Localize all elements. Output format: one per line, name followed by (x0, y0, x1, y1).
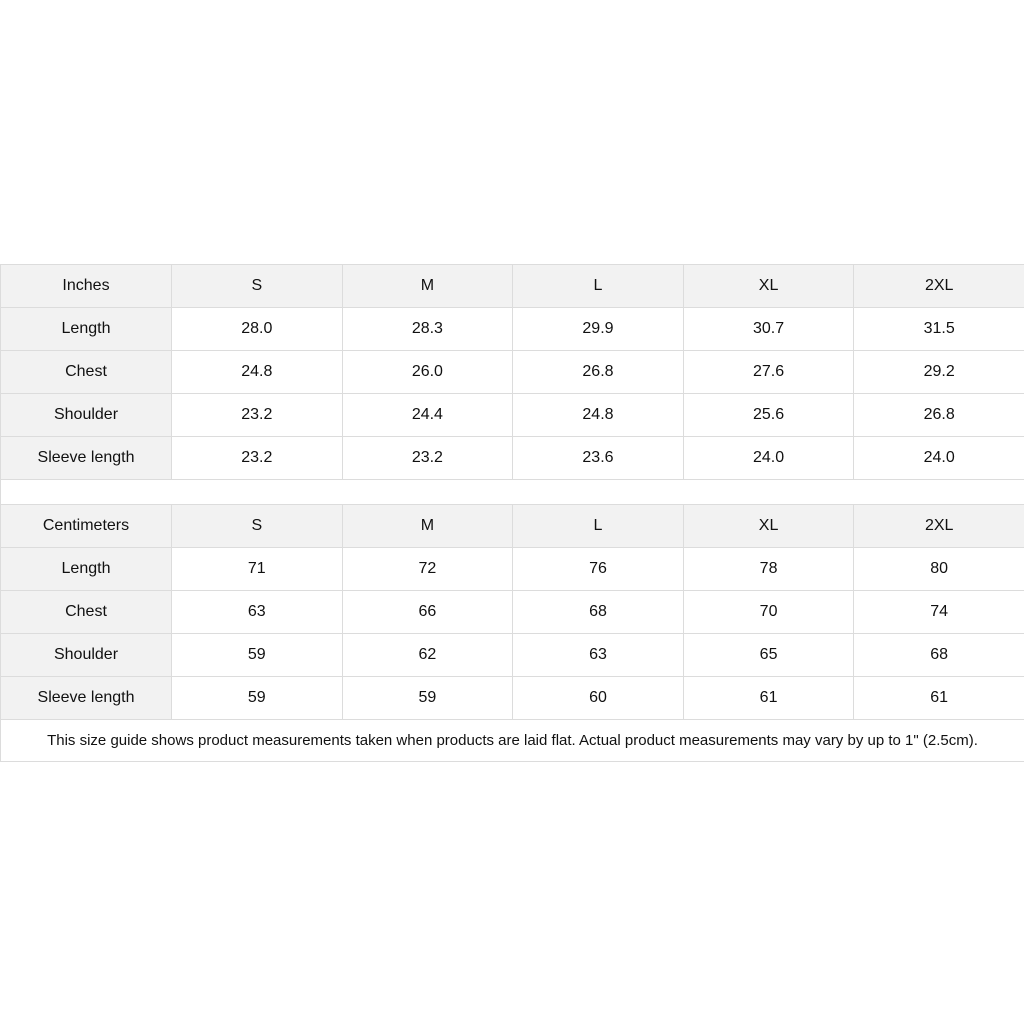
table-cell: 72 (342, 548, 513, 591)
table-row (1, 308, 1024, 351)
table-cell: 24.0 (683, 437, 854, 480)
table-spacer (1, 480, 1024, 505)
table-cell: 25.6 (683, 394, 854, 437)
table-cell: 61 (854, 677, 1024, 720)
table-row (1, 351, 1024, 394)
table-cell: 65 (683, 634, 854, 677)
table-row (1, 548, 1024, 591)
table-cell: 30.7 (683, 308, 854, 351)
table-cell: 23.2 (172, 437, 343, 480)
table-cell: 26.8 (513, 351, 684, 394)
table-cell: 59 (172, 634, 343, 677)
row-label: Chest (1, 351, 172, 394)
size-header-m: M (342, 265, 513, 308)
table-cell: 63 (513, 634, 684, 677)
table-cell: 61 (683, 677, 854, 720)
table-cell: 62 (342, 634, 513, 677)
table-cell: 27.6 (683, 351, 854, 394)
table-cell: 23.2 (172, 394, 343, 437)
table-cell: 26.8 (854, 394, 1024, 437)
row-label: Length (1, 548, 172, 591)
table-cell: 70 (683, 591, 854, 634)
size-header-xl: XL (683, 265, 854, 308)
size-header-xl: XL (683, 505, 854, 548)
inches-unit-label: Inches (1, 265, 172, 308)
table-row (1, 591, 1024, 634)
table-cell: 74 (854, 591, 1024, 634)
size-table (0, 264, 1024, 762)
inches-header-row (1, 265, 1024, 308)
size-header-2xl: 2XL (854, 505, 1024, 548)
table-cell: 24.8 (172, 351, 343, 394)
table-cell: 66 (342, 591, 513, 634)
table-cell: 63 (172, 591, 343, 634)
size-header-m: M (342, 505, 513, 548)
table-cell: 23.6 (513, 437, 684, 480)
size-header-2xl: 2XL (854, 265, 1024, 308)
table-cell: 23.2 (342, 437, 513, 480)
table-cell: 28.0 (172, 308, 343, 351)
table-cell: 24.4 (342, 394, 513, 437)
size-header-l: L (513, 265, 684, 308)
table-cell: 80 (854, 548, 1024, 591)
size-header-s: S (172, 505, 343, 548)
centimeters-header-row (1, 505, 1024, 548)
table-cell: 76 (513, 548, 684, 591)
table-cell: 29.9 (513, 308, 684, 351)
row-label: Length (1, 308, 172, 351)
table-row (1, 437, 1024, 480)
row-label: Chest (1, 591, 172, 634)
size-guide-note: This size guide shows product measurements taken when products are laid flat. Actual product measurements may vary by up to 1" (2.5cm). (1, 720, 1024, 762)
table-cell: 31.5 (854, 308, 1024, 351)
table-cell: 68 (513, 591, 684, 634)
table-cell: 24.0 (854, 437, 1024, 480)
size-header-l: L (513, 505, 684, 548)
table-cell: 60 (513, 677, 684, 720)
size-guide (0, 264, 1024, 762)
table-cell: 59 (342, 677, 513, 720)
row-label: Sleeve length (1, 437, 172, 480)
table-cell: 71 (172, 548, 343, 591)
size-header-s: S (172, 265, 343, 308)
table-cell: 26.0 (342, 351, 513, 394)
table-cell: 24.8 (513, 394, 684, 437)
note-row (1, 720, 1024, 762)
table-cell: 78 (683, 548, 854, 591)
table-cell: 68 (854, 634, 1024, 677)
table-row (1, 677, 1024, 720)
table-cell: 29.2 (854, 351, 1024, 394)
spacer-cell (1, 480, 1024, 505)
row-label: Shoulder (1, 634, 172, 677)
row-label: Sleeve length (1, 677, 172, 720)
table-row (1, 634, 1024, 677)
table-cell: 59 (172, 677, 343, 720)
row-label: Shoulder (1, 394, 172, 437)
table-cell: 28.3 (342, 308, 513, 351)
table-row (1, 394, 1024, 437)
centimeters-unit-label: Centimeters (1, 505, 172, 548)
